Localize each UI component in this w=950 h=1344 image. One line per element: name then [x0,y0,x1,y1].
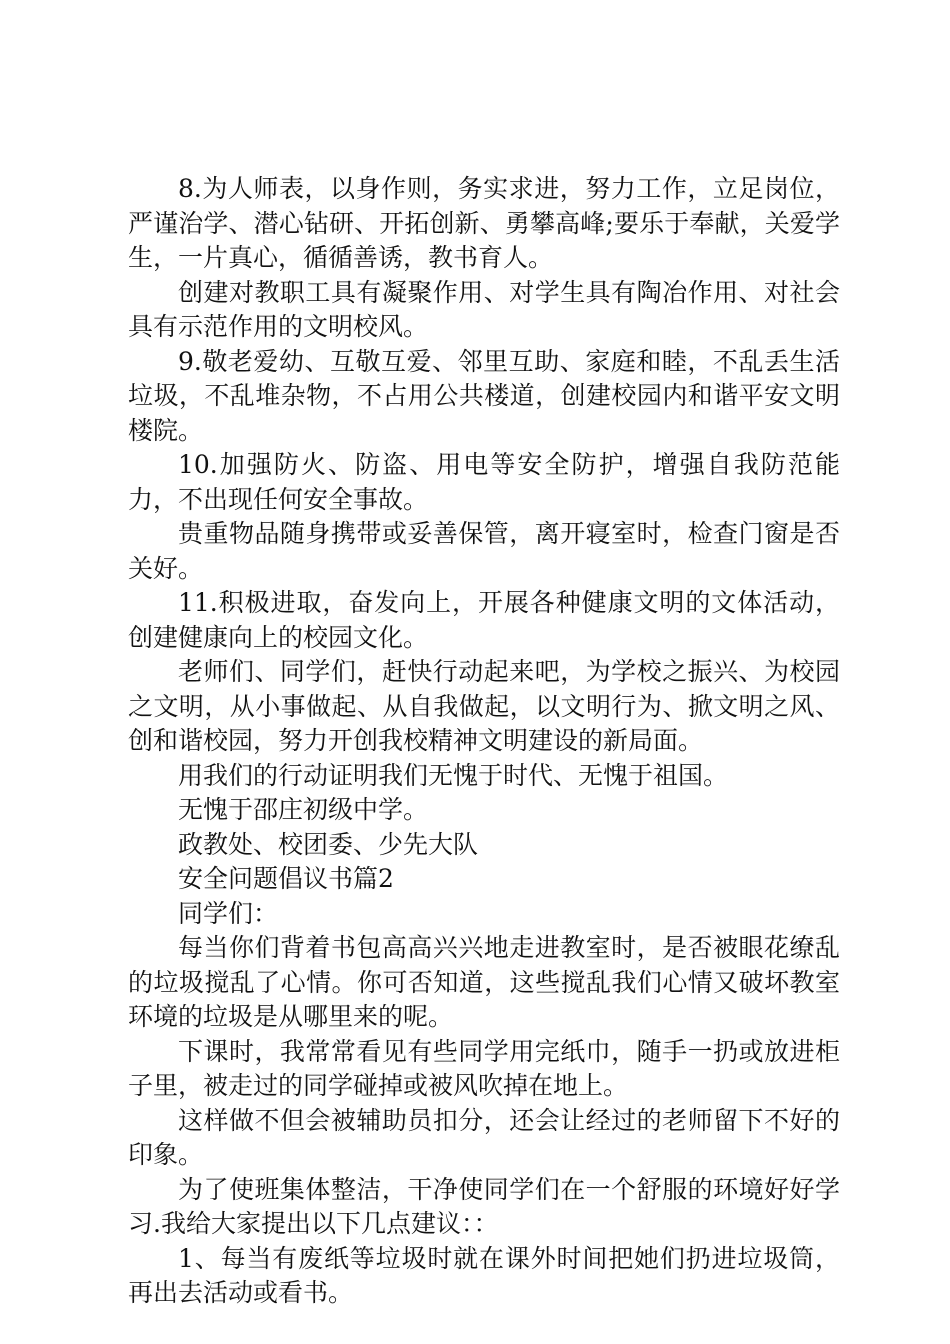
paragraph-item-10: 10.加强防火、防盗、用电等安全防护，增强自我防范能力，不出现任何安全事故。 [128,450,840,514]
paragraph-school-style: 创建对教职工具有凝聚作用、对学生具有陶冶作用、对社会具有示范作用的文明校风。 [128,277,840,341]
paragraph-item-8: 8.为人师表，以身作则，务实求进，努力工作，立足岗位，严谨治学、潜心钻研、开拓创新、勇攀高峰;要乐于奉献，关爱学生，一片真心，循循善诱，教书育人。 [128,174,840,272]
paragraph-garbage-question: 每当你们背着书包高高兴兴地走进教室时，是否被眼花缭乱的垃圾搅乱了心情。你可否知道，这些搅乱我们心情又破坏教室环境的垃圾是从哪里来的呢。 [128,933,840,1031]
section-title: 安全问题倡议书篇2 [178,864,394,893]
paragraph-item-11: 11.积极进取，奋发向上，开展各种健康文明的文体活动，创建健康向上的校园文化。 [128,588,840,652]
paragraph-call-to-action: 老师们、同学们，赶快行动起来吧，为学校之振兴、为校园之文明，从小事做起、从自我做起，以文明行为、掀文明之风、创和谐校园，努力开创我校精神文明建设的新局面。 [128,657,840,755]
paragraph-item-9: 9.敬老爱幼、互敬互爱、邻里互助、家庭和睦，不乱丢生活垃圾，不乱堆杂物，不占用公共楼道，创建校园内和谐平安文明楼院。 [128,346,840,445]
paragraph-suggestion-1: 1、每当有废纸等垃圾时就在课外时间把她们扔进垃圾筒，再出去活动或看书。 [128,1243,840,1307]
paragraph-signature: 政教处、校团委、少先大队 [178,829,479,859]
paragraph-school-name: 无愧于邵庄初级中学。 [178,795,429,824]
paragraph-suggestions-intro: 为了使班集体整洁，干净使同学们在一个舒服的环境好好学习.我给大家提出以下几点建议：： [128,1174,840,1238]
document-body [128,172,840,1311]
paragraph-after-class: 下课时，我常常看见有些同学用完纸巾，随手一扔或放进柜子里，被走过的同学碰掉或被风吹掉在地上。 [128,1036,840,1100]
paragraph-prove-worthy: 用我们的行动证明我们无愧于时代、无愧于祖国。 [178,760,729,790]
paragraph-consequence: 这样做不但会被辅助员扣分，还会让经过的老师留下不好的印象。 [128,1105,840,1169]
paragraph-salutation: 同学们： [178,898,279,928]
paragraph-valuables: 贵重物品随身携带或妥善保管，离开寝室时，检查门窗是否关好。 [128,519,840,583]
